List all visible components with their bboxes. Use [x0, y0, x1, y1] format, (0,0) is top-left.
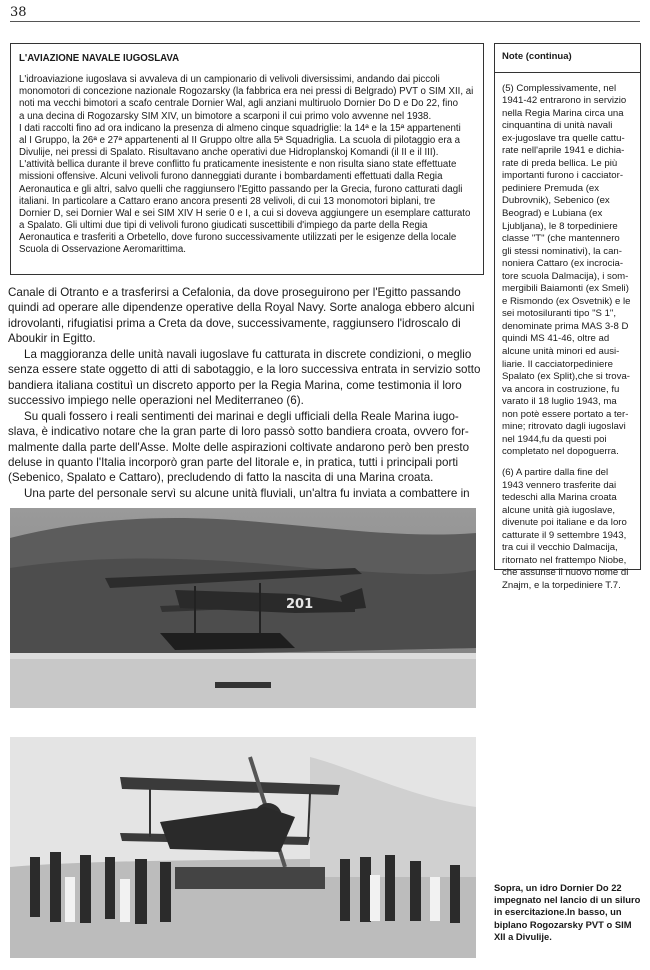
note-line: (5) Complessivamente, nel [502, 82, 617, 94]
box-paragraph [19, 74, 475, 256]
box-line: Aeronautica e gli altri, salvo quelli che raggiunsero l'Egitto passando per la Grecia, furono catturati dagli [19, 183, 463, 195]
body-paragraph [8, 486, 484, 501]
photo-rogozarsky-biplane [10, 737, 476, 958]
note-line: nel 1944,fu da questi poi [502, 433, 607, 445]
body-line: Canale di Otranto e a trasferirsi a Cefalonia, da dove proseguirono per l'Egitto passando [8, 286, 461, 299]
box-title: L'AVIAZIONE NAVALE IUGOSLAVA [19, 53, 180, 64]
body-line: La maggioranza delle unità navali iugoslave fu catturata in discrete condizioni, o meglio [24, 347, 472, 361]
note-line: 1941-42 entrarono in servizio [502, 95, 627, 107]
note-line: rate di preda bellica. Le più [502, 157, 618, 169]
note-line: quindi MS 41-46, oltre ad [502, 333, 610, 345]
body-line: senza essere state oggetto di atti di sabotaggio, e la loro successiva entrata in servizio sotto [8, 363, 481, 377]
box-line: a Spalato. Gli ultimi due tipi di velivoli furono giudicati suscettibili d'impiego da parte della Regia [19, 220, 428, 232]
box-line: Divulije, nei pressi di Spalato. Risultavano anche operativi due Hidroplanskoj Komandi (il II e il III). [19, 147, 439, 159]
caption-line: XII a Divulije. [494, 930, 552, 942]
box-line: italiani. In particolare a Cattaro erano ancora presenti 28 velivoli, di cui 13 monomotori biplani, tre [19, 195, 436, 207]
biplane-photo-illustration [10, 737, 476, 958]
note-line: denominate prima MAS 3-8 D [502, 320, 629, 332]
box-line: noti ma vecchi bimotori a scafo centrale Dornier Wal, agli anziani multiruolo Dornier Do D e Do 22, fino [19, 98, 458, 110]
box-line: Scuola di Osservazione Aeromarittima. [19, 244, 186, 256]
note-line: completato nel dopoguerra. [502, 446, 619, 458]
note-line: noniera Cattaro (ex incrocia- [502, 258, 624, 270]
note-6 [502, 467, 633, 592]
box-line: Aeronautica e trasferiti a Orbetello, dove furono successivamente utilizzati per le esigenze della locale [19, 232, 457, 244]
photo-caption [494, 882, 644, 943]
note-line: nella Regia Marina circa una [502, 107, 624, 119]
caption-line: biplano Rogozarsky PVT o SIM [494, 918, 632, 930]
caption-line: Sopra, un idro Dornier Do 22 [494, 882, 622, 893]
note-line: gli stessi nominativi), la can- [502, 245, 622, 257]
note-line: non potè essere portato a ter- [502, 408, 629, 420]
note-line: cinquantina di unità navali [502, 120, 613, 132]
note-line: catturate il 9 settembre 1943, [502, 529, 627, 541]
note-line: Znajm, e la torpediniere T.7. [502, 579, 621, 591]
body-line: successivo impiego nelle operazioni nel Mediterraneo (6). [8, 394, 304, 408]
note-line: Ljubljana), le 8 torpediniere [502, 220, 618, 232]
note-line: Spalato (ex Split),che si trova- [502, 371, 630, 383]
body-line: slava, è indicativo notare che la gran parte di loro passò sotto bandiera croata, ovvero for- [8, 425, 469, 439]
note-line: alcune unità minori ed ausi- [502, 346, 620, 358]
note-line: 1943 vennero trasferite dai [502, 479, 617, 491]
note-line: pediniere Premuda (ex [502, 182, 600, 194]
note-line: tore scuola Dalmacija), i som- [502, 270, 629, 282]
box-line: I dati raccolti fino ad ora indicano la presenza di almeno cinque squadriglie: la 14ª e la 15ª appartenenti [19, 122, 461, 134]
body-line: bandiera italiana costituì un discreto apporto per la Regia Marina, come testimonia il loro [8, 378, 462, 392]
note-line: divenute poi italiane e da loro [502, 517, 627, 529]
note-line: varato il 18 luglio 1943, ma [502, 396, 617, 408]
body-line: idrovolanti, rifugiatisi prima a Creta da dove, successivamente, raggiunsero l'idroscalo di [8, 316, 461, 330]
note-line: liarie. Il cacciatorpediniere [502, 358, 613, 370]
note-line: sei motosiluranti tipo "S 1", [502, 308, 616, 320]
body-line: deluse in quanto l'Italia incorporò gran parte del litorale e, in pratica, tutti i principali porti [8, 455, 459, 469]
note-line: mine; ritrovato dagli iugoslavi [502, 421, 626, 433]
body-line: Su quali fossero i reali sentimenti dei marinai e degli ufficiali della Reale Marina iugo- [24, 409, 459, 423]
page-number: 38 [10, 5, 27, 20]
body-paragraph [8, 347, 484, 409]
notes-box [494, 43, 641, 591]
body-line: quindi ad operare alle dipendenze operative della Royal Navy. Sorte analoga ebbero alcuni [8, 301, 475, 315]
box-line: L'idroaviazione iugoslava si avvaleva di un campionario di velivoli diversissimi, andando dai piccoli [19, 74, 440, 86]
aircraft-marking: 201 [286, 597, 314, 612]
note-line: che assunse il nuovo nome di [502, 567, 629, 579]
box-line: monomotori di concezione nazionale Rogozarsky (la fabbrica era nei pressi di Belgrado) PVT o SIM XII, ai [19, 86, 474, 98]
body-paragraph [8, 285, 484, 347]
note-line: e Rismondo (ex Osvetnik) e le [502, 295, 631, 307]
main-body-text [8, 285, 484, 501]
note-line: rate nell'aprile 1941 e dichia- [502, 145, 625, 157]
caption-line: impegnato nel lancio di un siluro [494, 894, 641, 906]
note-line: tedeschi alla Marina croata [502, 492, 617, 504]
note-line: importanti furono i cacciator- [502, 170, 624, 182]
box-line: al I Gruppo, la 26ª e 27ª appartenenti al II Gruppo oltre alla 5ª Squadriglia. La scuola di pilotaggio era a [19, 134, 461, 146]
body-paragraph [8, 409, 484, 486]
body-line: malmente dalla parte dell'Asse. Molte delle aspirazioni coltivate andarono però ben presto [8, 440, 470, 454]
photo-dornier-do22 [10, 508, 476, 708]
floatplane-photo-illustration [10, 508, 476, 708]
note-line: tra cui il vecchio Dalmacija, [502, 542, 618, 554]
caption-line: in esercitazione.In basso, un [494, 906, 622, 918]
note-5 [502, 83, 633, 459]
body-line: (Sebenico, Spalato e Cattaro), precludendo di fatto la nascita di una Marina croata. [8, 471, 434, 485]
box-line: a una decina di Rogozarsky SIM XIV, un bimotore a scarponi il cui primo volo avvenne nel 1938. [19, 110, 432, 122]
box-line: Dornier D, sei Dornier Wal e sei SIM XIV H serie 0 e I, a cui si doveva aggiungere un esemplare catturato [19, 207, 471, 219]
body-line: Una parte del personale servì su alcune unità fluviali, un'altra fu inviata a combattere in [24, 486, 470, 500]
note-line: (6) A partire dalla fine del [502, 466, 609, 478]
note-line: Beograd) e Lubiana (ex [502, 208, 603, 220]
notes-divider [495, 72, 640, 73]
body-line: Aboukir in Egitto. [8, 332, 96, 346]
note-line: mergibili Baiamonti (ex Smeli) [502, 283, 629, 295]
box-line: missioni offensive. Alcuni velivoli furono danneggiati durante i bombardamenti effettuati dalla Regia [19, 171, 443, 183]
note-line: Dubrovnik), Sebenico (ex [502, 195, 610, 207]
header-rule [10, 21, 640, 22]
box-line: L'attività bellica durante il breve conflitto fu praticamente inesistente e non risulta siano state effettuate [19, 159, 457, 171]
note-line: va ancora in costruzione, fu [502, 383, 620, 395]
note-line: ritornato nel frattempo Niobe, [502, 554, 627, 566]
notes-title: Note (continua) [502, 51, 572, 62]
note-line: alcune unità già iugoslave, [502, 504, 616, 516]
note-line: classe "T" (che mantennero [502, 233, 620, 245]
note-line: ex-jugoslave tra quelle cattu- [502, 132, 625, 144]
sidebar-article-box [10, 43, 484, 275]
